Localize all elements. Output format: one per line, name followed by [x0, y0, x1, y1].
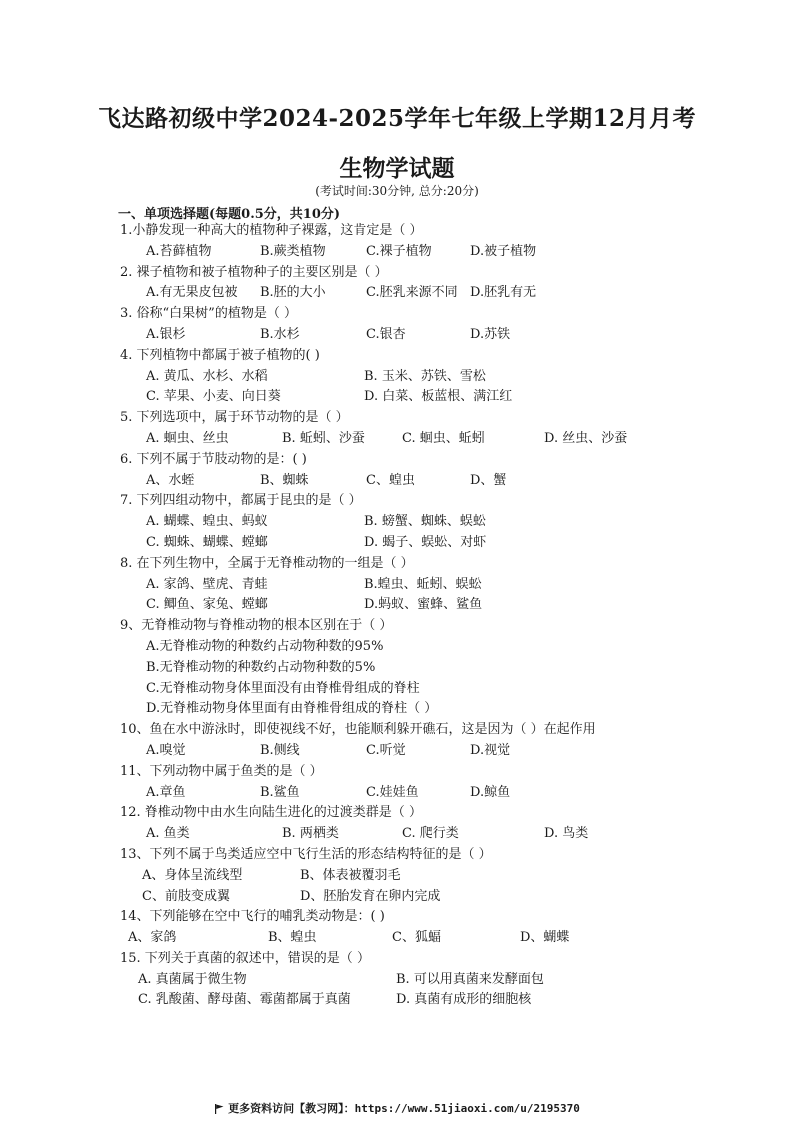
answer-option[interactable]: B. 可以用真菌来发酵面包 [396, 971, 544, 987]
answer-option[interactable]: C.胚乳来源不同 [366, 285, 458, 301]
answer-option[interactable]: C、狐蝠 [392, 930, 441, 946]
question-stem: 14、下列能够在空中飞行的哺乳类动物是：( ) [120, 909, 385, 925]
question-stem: 7. 下列四组动物中，都属于昆虫的是（ ） [120, 493, 362, 509]
option-row [120, 471, 680, 492]
option-row [120, 429, 680, 450]
question-stem: 5. 下列选项中，属于环节动物的是（ ） [120, 410, 349, 426]
answer-option[interactable]: B. 玉米、苏铁、雪松 [364, 368, 486, 384]
answer-option[interactable]: B. 螃蟹、蜘蛛、蜈蚣 [364, 514, 486, 530]
footer-link[interactable] [0, 1100, 794, 1116]
page-title: 飞达路初级中学2024-2025学年七年级上学期12月月考 [97, 105, 697, 132]
answer-option[interactable]: A.嗅觉 [146, 742, 186, 758]
answer-option[interactable]: B、体表被覆羽毛 [300, 867, 401, 883]
option-row [120, 242, 680, 263]
answer-option[interactable]: D. 真菌有成形的细胞核 [396, 992, 532, 1008]
answer-option[interactable]: B、蜘蛛 [260, 472, 309, 488]
question-stem: 15. 下列关于真菌的叙述中，错误的是（ ） [120, 950, 370, 966]
section-title: 一、单项选择题(每题0.5分，共10分) [118, 207, 341, 222]
answer-option[interactable]: D.无脊椎动物身体里面有由脊椎骨组成的脊柱（ ） [146, 701, 438, 717]
answer-option[interactable]: D. 丝虫、沙蚕 [544, 430, 628, 446]
answer-option[interactable]: D. 鸟类 [544, 826, 589, 842]
option-row [120, 928, 680, 949]
answer-option[interactable]: B.蕨类植物 [260, 243, 326, 259]
question-stem: 3. 俗称“白果树”的植物是（ ） [120, 306, 297, 322]
question-stem: 6. 下列不属于节肢动物的是：( ) [120, 451, 307, 467]
option-row [120, 679, 680, 700]
answer-option[interactable]: B. 蚯蚓、沙蚕 [282, 430, 365, 446]
question-stem: 12. 脊椎动物中由水生向陆生进化的过渡类群是（ ） [120, 805, 422, 821]
answer-option[interactable]: A. 蛔虫、丝虫 [146, 430, 229, 446]
answer-option[interactable]: D.苏铁 [470, 326, 511, 342]
flag-icon [214, 1104, 224, 1114]
footer-text: 更多资料访问【教习网】：https://www.51jiaoxi.com/u/2195370 [228, 1102, 580, 1115]
option-row [120, 325, 680, 346]
answer-option[interactable]: C.裸子植物 [366, 243, 432, 259]
answer-option[interactable]: C. 蜘蛛、蝴蝶、螳螂 [146, 534, 268, 550]
answer-option[interactable]: B.鲨鱼 [260, 784, 300, 800]
option-row [120, 533, 680, 554]
answer-option[interactable]: D.被子植物 [470, 243, 537, 259]
option-row [120, 283, 680, 304]
option-row [120, 887, 680, 908]
answer-option[interactable]: D. 蝎子、蜈蚣、对虾 [364, 534, 487, 550]
question-stem: 10、鱼在水中游泳时，即使视线不好，也能顺利躲开礁石，这是因为（ ）在起作用 [120, 722, 596, 738]
answer-option[interactable]: C.娃娃鱼 [366, 784, 419, 800]
option-row [120, 637, 680, 658]
option-row [120, 387, 680, 408]
question-list [120, 221, 680, 1011]
answer-option[interactable]: D.胚乳有无 [470, 285, 537, 301]
question-stem: 8. 在下列生物中，全属于无脊椎动物的一组是（ ） [120, 555, 414, 571]
page-subtitle: 生物学试题 [339, 155, 455, 182]
option-row [120, 658, 680, 679]
question-stem: 9、无脊椎动物与脊椎动物的根本区别在于（ ） [120, 618, 393, 634]
answer-option[interactable]: C. 乳酸菌、酵母菌、霉菌都属于真菌 [138, 992, 351, 1008]
option-row [120, 699, 680, 720]
answer-option[interactable]: C. 蛔虫、蚯蚓 [402, 430, 485, 446]
answer-option[interactable]: A. 家鸽、壁虎、青蛙 [146, 576, 268, 592]
question-stem: 11、下列动物中属于鱼类的是（ ） [120, 763, 323, 779]
option-row [120, 990, 680, 1011]
answer-option[interactable]: C.无脊椎动物身体里面没有由脊椎骨组成的脊柱 [146, 680, 420, 696]
option-row [120, 512, 680, 533]
answer-option[interactable]: B、蝗虫 [268, 930, 317, 946]
answer-option[interactable]: B.水杉 [260, 326, 300, 342]
answer-option[interactable]: C. 苹果、小麦、向日葵 [146, 389, 281, 405]
question-stem: 1.小静发现一种高大的植物种子裸露，这肯定是（ ） [120, 223, 423, 238]
answer-option[interactable]: B.蝗虫、蚯蚓、蜈蚣 [364, 576, 482, 592]
answer-option[interactable]: B. 两栖类 [282, 826, 339, 842]
question-stem: 2. 裸子植物和被子植物种子的主要区别是（ ） [120, 264, 388, 280]
answer-option[interactable]: A、家鸽 [128, 930, 177, 946]
exam-info: (考试时间:30分钟, 总分:20分) [315, 184, 479, 198]
answer-option[interactable]: A. 鱼类 [146, 826, 190, 842]
answer-option[interactable]: B.无脊椎动物的种数约占动物种数的5% [146, 659, 376, 675]
answer-option[interactable]: C、蝗虫 [366, 472, 415, 488]
answer-option[interactable]: A、身体呈流线型 [142, 867, 243, 883]
answer-option[interactable]: D、蝴蝶 [520, 930, 570, 946]
answer-option[interactable]: D.视觉 [470, 742, 511, 758]
answer-option[interactable]: A. 真菌属于微生物 [138, 971, 247, 987]
answer-option[interactable]: A.银杉 [146, 326, 186, 342]
answer-option[interactable]: C. 鲫鱼、家兔、螳螂 [146, 597, 268, 613]
answer-option[interactable]: C、前肢变成翼 [142, 888, 230, 904]
answer-option[interactable]: C. 爬行类 [402, 826, 459, 842]
answer-option[interactable]: A. 蝴蝶、蝗虫、蚂蚁 [146, 514, 268, 530]
option-row [120, 866, 680, 887]
option-row [120, 595, 680, 616]
answer-option[interactable]: C.听觉 [366, 742, 406, 758]
option-row [120, 741, 680, 762]
answer-option[interactable]: A.有无果皮包被 [146, 285, 238, 301]
answer-option[interactable]: D.鲸鱼 [470, 784, 511, 800]
answer-option[interactable]: A. 黄瓜、水杉、水稻 [146, 368, 268, 384]
option-row [120, 824, 680, 845]
answer-option[interactable]: A.无脊椎动物的种数约占动物种数的95% [146, 638, 384, 654]
answer-option[interactable]: D. 白菜、板蓝根、满江红 [364, 389, 513, 405]
answer-option[interactable]: A.苔藓植物 [146, 243, 212, 259]
answer-option[interactable]: D、蟹 [470, 472, 507, 488]
option-row [120, 367, 680, 388]
answer-option[interactable]: D、胚胎发育在卵内完成 [300, 888, 441, 904]
answer-option[interactable]: A.章鱼 [146, 784, 186, 800]
answer-option[interactable]: B.胚的大小 [260, 285, 326, 301]
option-row [120, 575, 680, 596]
answer-option[interactable]: C.银杏 [366, 326, 406, 342]
answer-option[interactable]: D.蚂蚁、蜜蜂、鲨鱼 [364, 597, 483, 613]
option-row [120, 970, 680, 991]
option-row [120, 783, 680, 804]
answer-option[interactable]: B.侧线 [260, 742, 300, 758]
question-stem: 13、下列不属于鸟类适应空中飞行生活的形态结构特征的是（ ） [120, 846, 492, 862]
answer-option[interactable]: A、水蛭 [146, 472, 195, 488]
question-stem: 4. 下列植物中都属于被子植物的( ) [120, 347, 320, 363]
